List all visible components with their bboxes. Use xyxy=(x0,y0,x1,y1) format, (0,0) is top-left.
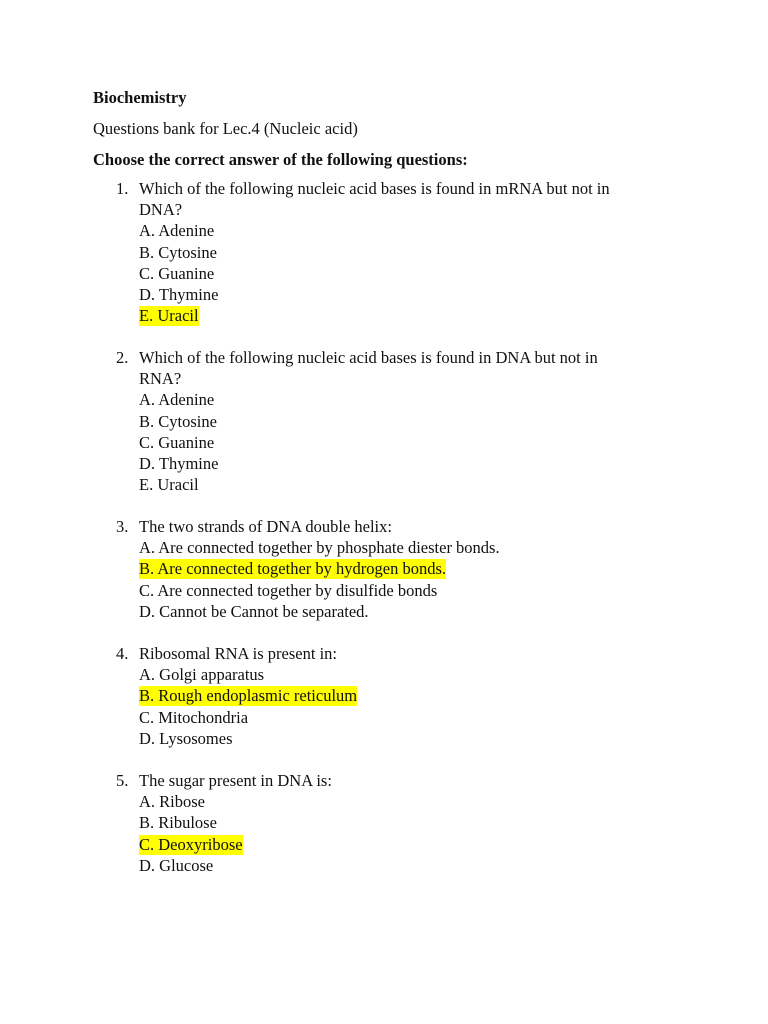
answer-option: D. Glucose xyxy=(139,855,214,875)
answer-option: D. Thymine xyxy=(139,454,219,473)
answer-option: D. Lysosomes xyxy=(139,728,233,748)
answer-option-correct: B. Are connected together by hydrogen bonds. xyxy=(139,559,447,579)
answer-option: B. Ribulose xyxy=(139,813,217,833)
question-text: The sugar present in DNA is: xyxy=(139,771,332,790)
answer-option: B. Cytosine xyxy=(139,242,217,262)
document-subtitle: Questions bank for Lec.4 (Nucleic acid) xyxy=(93,119,358,138)
answer-option-correct: C. Deoxyribose xyxy=(139,834,243,854)
question-text: Which of the following nucleic acid bases is found in DNA but not in xyxy=(139,348,598,367)
question-text: Ribosomal RNA is present in: xyxy=(139,644,337,663)
answer-option: E. Uracil xyxy=(139,475,199,495)
instruction-text: Choose the correct answer of the following questions: xyxy=(93,150,468,169)
answer-option: B. Cytosine xyxy=(139,411,217,431)
answer-option: A. Adenine xyxy=(139,221,215,241)
answer-option: A. Are connected together by phosphate diester bonds. xyxy=(139,538,500,558)
question-text: Which of the following nucleic acid bases is found in mRNA but not in xyxy=(139,179,610,198)
question-number: 4. xyxy=(116,644,129,663)
answer-option: A. Ribose xyxy=(139,792,205,812)
answer-option-correct: E. Uracil xyxy=(139,306,199,326)
answer-option: C. Are connected together by disulfide bonds xyxy=(139,580,438,600)
answer-option: A. Golgi apparatus xyxy=(139,665,265,685)
question-number: 3. xyxy=(116,517,129,536)
question-number: 5. xyxy=(116,771,129,790)
answer-option: D. Cannot be Cannot be separated. xyxy=(139,601,369,621)
question-number: 2. xyxy=(116,348,129,367)
answer-option: A. Adenine xyxy=(139,390,215,410)
answer-option: C. Guanine xyxy=(139,263,215,283)
answer-option: D. Thymine xyxy=(139,285,219,304)
question-text: RNA? xyxy=(139,369,182,389)
question-text: The two strands of DNA double helix: xyxy=(139,517,392,536)
question-number: 1. xyxy=(116,179,129,198)
answer-option-correct: B. Rough endoplasmic reticulum xyxy=(139,686,358,706)
question-text: DNA? xyxy=(139,200,183,220)
answer-option: C. Mitochondria xyxy=(139,707,249,727)
answer-option: C. Guanine xyxy=(139,432,215,452)
subject-title: Biochemistry xyxy=(93,88,187,107)
